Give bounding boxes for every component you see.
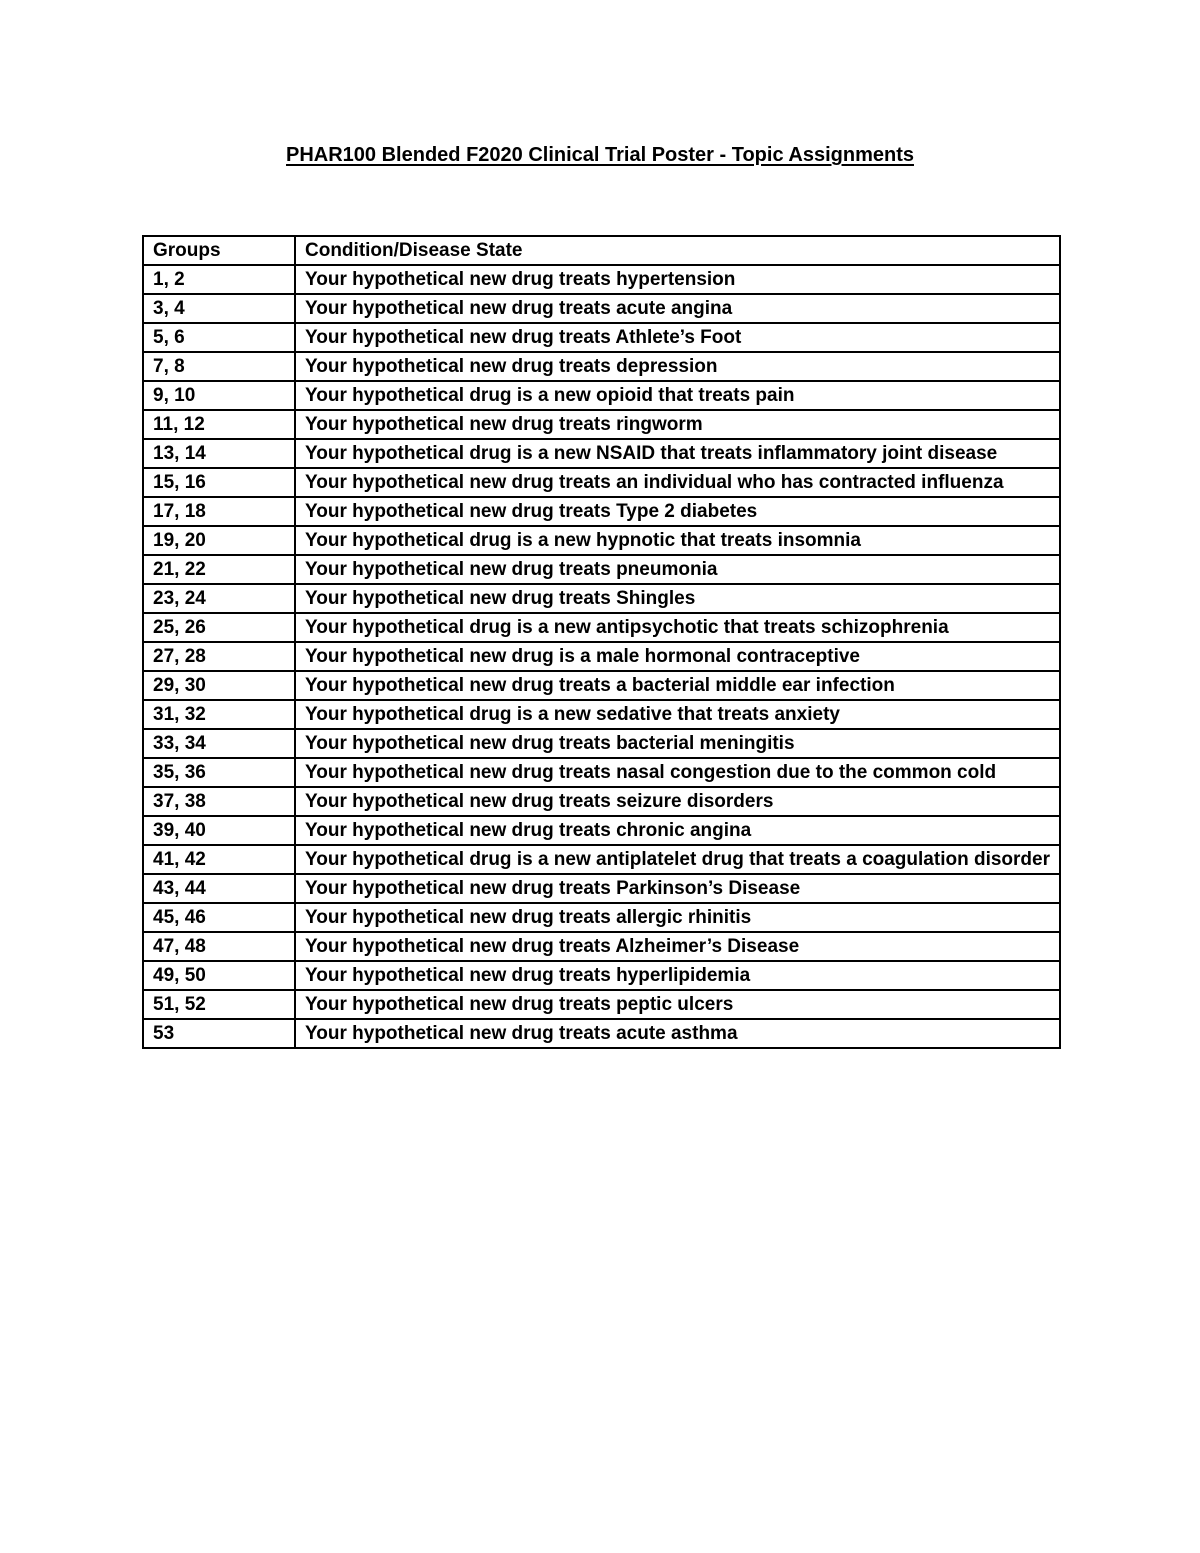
table-row bbox=[143, 497, 1060, 526]
groups-cell: 35, 36 bbox=[143, 758, 295, 787]
condition-column-header: Condition/Disease State bbox=[295, 236, 1060, 265]
condition-cell: Your hypothetical new drug treats hyperlipidemia bbox=[295, 961, 1060, 990]
condition-cell: Your hypothetical new drug treats bacterial meningitis bbox=[295, 729, 1060, 758]
condition-cell: Your hypothetical new drug treats pneumonia bbox=[295, 555, 1060, 584]
condition-cell: Your hypothetical new drug treats allergic rhinitis bbox=[295, 903, 1060, 932]
groups-cell: 9, 10 bbox=[143, 381, 295, 410]
groups-cell: 21, 22 bbox=[143, 555, 295, 584]
groups-cell: 11, 12 bbox=[143, 410, 295, 439]
condition-cell: Your hypothetical drug is a new hypnotic that treats insomnia bbox=[295, 526, 1060, 555]
table-row bbox=[143, 758, 1060, 787]
condition-cell: Your hypothetical new drug treats peptic ulcers bbox=[295, 990, 1060, 1019]
table-row bbox=[143, 352, 1060, 381]
table-row bbox=[143, 584, 1060, 613]
topic-assignments-table bbox=[142, 235, 1061, 1049]
condition-cell: Your hypothetical drug is a new sedative that treats anxiety bbox=[295, 700, 1060, 729]
groups-cell: 41, 42 bbox=[143, 845, 295, 874]
groups-cell: 23, 24 bbox=[143, 584, 295, 613]
condition-cell: Your hypothetical new drug treats Alzheimer’s Disease bbox=[295, 932, 1060, 961]
groups-cell: 15, 16 bbox=[143, 468, 295, 497]
condition-cell: Your hypothetical new drug treats seizure disorders bbox=[295, 787, 1060, 816]
table-row bbox=[143, 671, 1060, 700]
table-row bbox=[143, 816, 1060, 845]
condition-cell: Your hypothetical new drug treats an individual who has contracted influenza bbox=[295, 468, 1060, 497]
table-row bbox=[143, 903, 1060, 932]
condition-cell: Your hypothetical drug is a new opioid that treats pain bbox=[295, 381, 1060, 410]
condition-cell: Your hypothetical new drug treats Parkinson’s Disease bbox=[295, 874, 1060, 903]
groups-cell: 5, 6 bbox=[143, 323, 295, 352]
table-row bbox=[143, 961, 1060, 990]
table-row bbox=[143, 932, 1060, 961]
table-row bbox=[143, 845, 1060, 874]
table-row bbox=[143, 468, 1060, 497]
groups-cell: 53 bbox=[143, 1019, 295, 1048]
condition-cell: Your hypothetical new drug is a male hormonal contraceptive bbox=[295, 642, 1060, 671]
table-row bbox=[143, 555, 1060, 584]
table-row bbox=[143, 642, 1060, 671]
groups-cell: 19, 20 bbox=[143, 526, 295, 555]
groups-cell: 1, 2 bbox=[143, 265, 295, 294]
condition-cell: Your hypothetical new drug treats a bacterial middle ear infection bbox=[295, 671, 1060, 700]
table-row bbox=[143, 294, 1060, 323]
groups-cell: 33, 34 bbox=[143, 729, 295, 758]
groups-cell: 45, 46 bbox=[143, 903, 295, 932]
table-header-row bbox=[143, 236, 1060, 265]
groups-cell: 3, 4 bbox=[143, 294, 295, 323]
table-row bbox=[143, 1019, 1060, 1048]
condition-cell: Your hypothetical new drug treats Type 2 diabetes bbox=[295, 497, 1060, 526]
groups-cell: 39, 40 bbox=[143, 816, 295, 845]
condition-cell: Your hypothetical new drug treats Athlete’s Foot bbox=[295, 323, 1060, 352]
table-row bbox=[143, 265, 1060, 294]
groups-cell: 27, 28 bbox=[143, 642, 295, 671]
table-row bbox=[143, 787, 1060, 816]
groups-cell: 31, 32 bbox=[143, 700, 295, 729]
condition-cell: Your hypothetical new drug treats chronic angina bbox=[295, 816, 1060, 845]
page-title: PHAR100 Blended F2020 Clinical Trial Poster - Topic Assignments bbox=[286, 144, 914, 166]
condition-cell: Your hypothetical drug is a new antipsychotic that treats schizophrenia bbox=[295, 613, 1060, 642]
table-row bbox=[143, 381, 1060, 410]
groups-cell: 13, 14 bbox=[143, 439, 295, 468]
table-row bbox=[143, 613, 1060, 642]
condition-cell: Your hypothetical new drug treats acute asthma bbox=[295, 1019, 1060, 1048]
groups-cell: 17, 18 bbox=[143, 497, 295, 526]
table-row bbox=[143, 526, 1060, 555]
groups-cell: 43, 44 bbox=[143, 874, 295, 903]
table-row bbox=[143, 990, 1060, 1019]
condition-cell: Your hypothetical new drug treats nasal congestion due to the common cold bbox=[295, 758, 1060, 787]
table-row bbox=[143, 323, 1060, 352]
table-row bbox=[143, 700, 1060, 729]
condition-cell: Your hypothetical new drug treats Shingles bbox=[295, 584, 1060, 613]
condition-cell: Your hypothetical new drug treats hypertension bbox=[295, 265, 1060, 294]
condition-cell: Your hypothetical new drug treats ringworm bbox=[295, 410, 1060, 439]
table-row bbox=[143, 874, 1060, 903]
table-row bbox=[143, 439, 1060, 468]
condition-cell: Your hypothetical drug is a new NSAID that treats inflammatory joint disease bbox=[295, 439, 1060, 468]
groups-column-header: Groups bbox=[143, 236, 295, 265]
groups-cell: 25, 26 bbox=[143, 613, 295, 642]
condition-cell: Your hypothetical drug is a new antiplatelet drug that treats a coagulation disorder bbox=[295, 845, 1060, 874]
groups-cell: 51, 52 bbox=[143, 990, 295, 1019]
groups-cell: 49, 50 bbox=[143, 961, 295, 990]
groups-cell: 37, 38 bbox=[143, 787, 295, 816]
condition-cell: Your hypothetical new drug treats acute angina bbox=[295, 294, 1060, 323]
groups-cell: 7, 8 bbox=[143, 352, 295, 381]
groups-cell: 29, 30 bbox=[143, 671, 295, 700]
groups-cell: 47, 48 bbox=[143, 932, 295, 961]
table-row bbox=[143, 729, 1060, 758]
condition-cell: Your hypothetical new drug treats depression bbox=[295, 352, 1060, 381]
table-row bbox=[143, 410, 1060, 439]
